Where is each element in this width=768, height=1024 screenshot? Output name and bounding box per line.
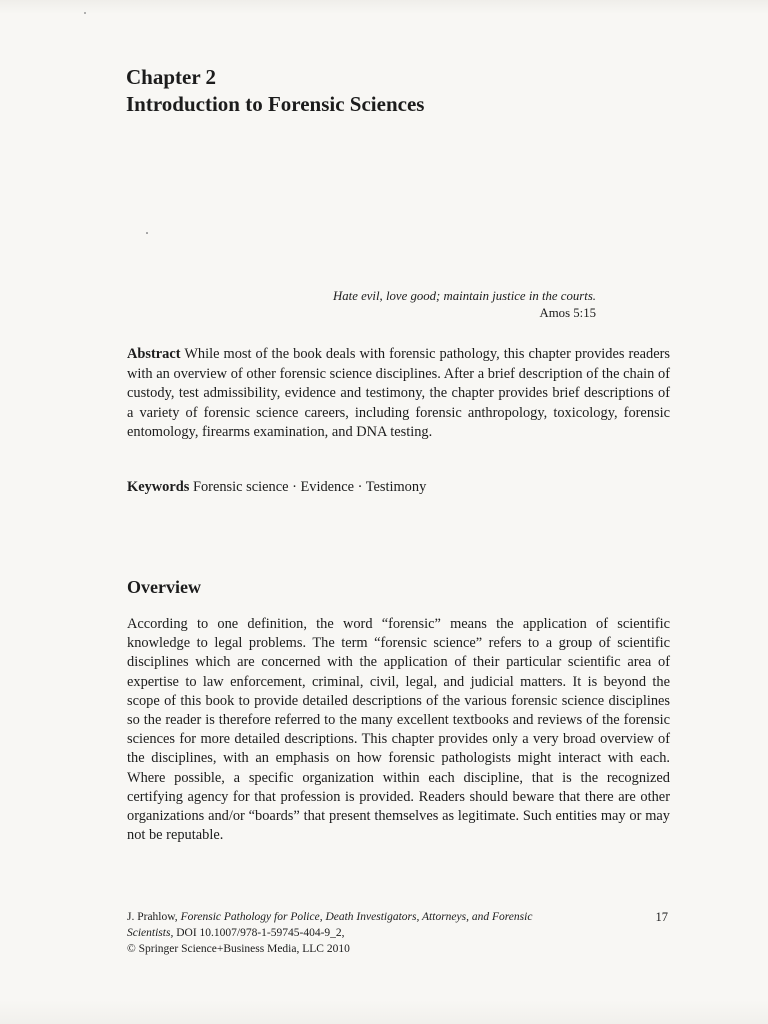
keywords (127, 478, 426, 497)
keywords-text: Forensic science · Evidence · Testimony (192, 479, 427, 495)
section-heading-overview: Overview (127, 577, 201, 597)
keywords-label: Keywords (127, 479, 190, 495)
chapter-label: Chapter 2 (126, 65, 217, 89)
scan-speck (84, 12, 86, 14)
citation-copyright: © Springer Science+Business Media, LLC 2010 (127, 943, 350, 955)
page-number: 17 (655, 910, 668, 924)
epigraph (333, 288, 596, 322)
citation-author: J. Prahlow, (127, 911, 178, 923)
abstract-label: Abstract (127, 346, 181, 362)
abstract (127, 345, 670, 443)
scan-speck (146, 232, 148, 234)
abstract-text: While most of the book deals with forensic pathology, this chapter provides readers with an overview of other forensic science disciplines. After a brief description of the chain of custody, test admissibility, evidence and testimony, the chapter provides brief descriptions of a variety of forensic science careers, including forensic anthropology, toxicology, forensic entomology, firearms examination, and DNA testing. (127, 346, 671, 440)
epigraph-source: Amos 5:15 (539, 306, 596, 320)
epigraph-quote: Hate evil, love good; maintain justice in the courts. (333, 289, 596, 303)
citation-doi: DOI 10.1007/978-1-59745-404-9_2, (176, 927, 345, 939)
citation-book-title: Forensic Pathology for Police, Death Investigators, Attorneys, and Forensic Scientists, (127, 911, 533, 939)
overview-paragraph: According to one definition, the word “forensic” means the application of scientific knowledge to legal problems. The term “forensic science” refers to a group of scientific disciplines which are concerned with the application of their particular scientific area of expertise to law enforcement, criminal, civil, legal, and judicial matters. It is beyond the scope of this book to provide detailed descriptions of the various forensic science disciplines so the reader is therefore referred to the many excellent textbooks and reviews of the forensic sciences for more detailed descriptions. This chapter provides only a very broad overview of the disciplines, with an emphasis on how forensic pathologists might interact with each. Where possible, a specific organization within each discipline, that is the recognized certifying agency for that profession is provided. Readers should beware that there are other organizations and/or “boards” that present themselves as legitimate. Such entities may or may not be reputable. (127, 616, 670, 844)
footer-citation (127, 909, 547, 957)
chapter-title: Introduction to Forensic Sciences (126, 92, 425, 116)
